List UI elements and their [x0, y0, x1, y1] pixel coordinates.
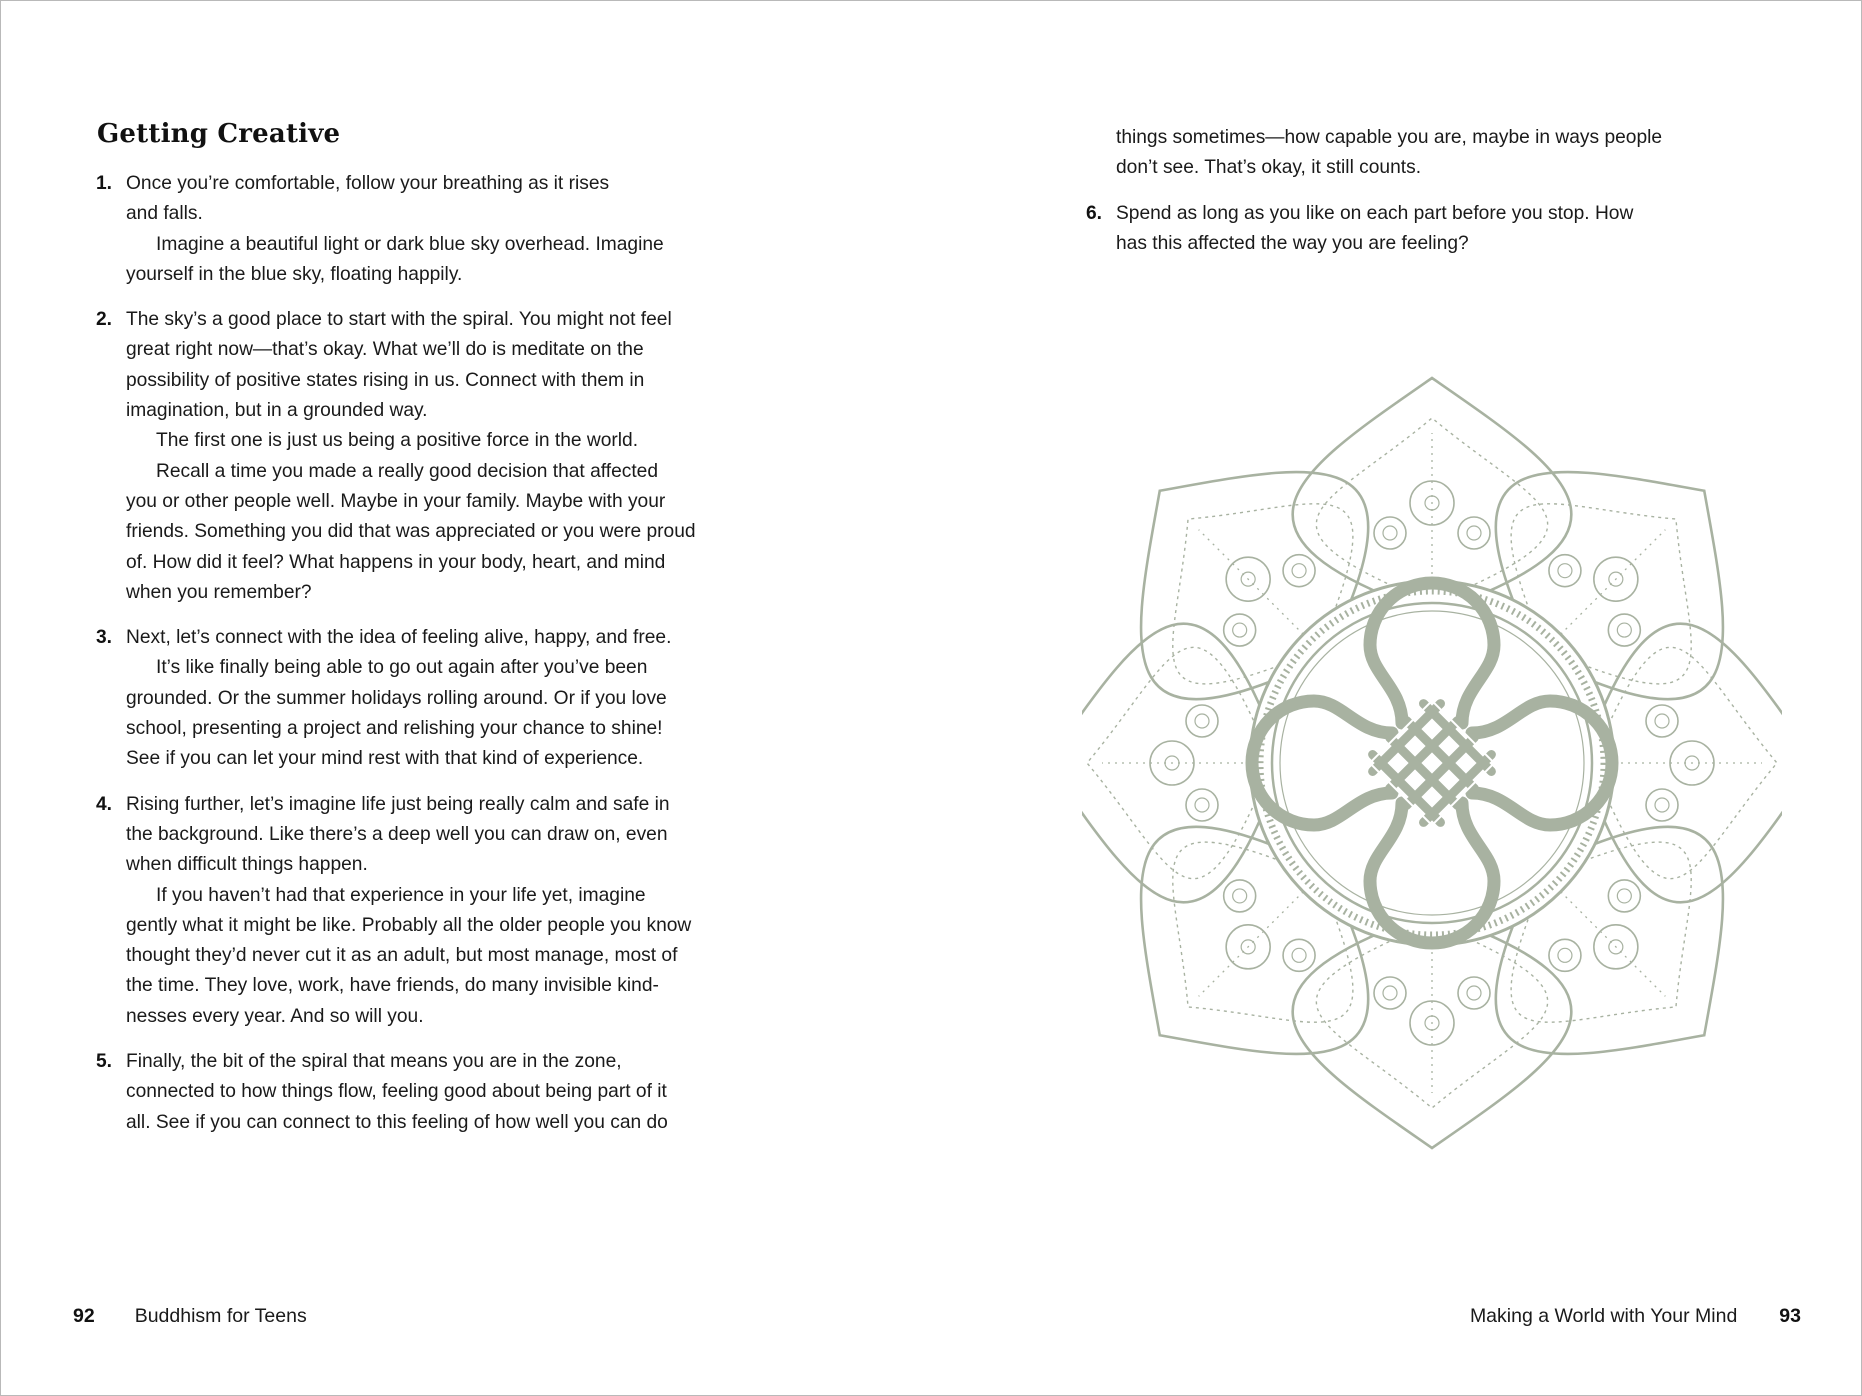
continued-line-2: don’t see. That’s okay, it still counts. — [1116, 157, 1422, 179]
lotus-mandala-endless-knot-icon — [1082, 369, 1782, 1157]
step-number: 5. — [96, 1051, 113, 1073]
step-text-line: the time. They love, work, have friends, do many invisible kind- — [126, 975, 659, 997]
step-text-line: The sky’s a good place to start with the spiral. You might not feel — [126, 309, 672, 331]
step-text-line: school, presenting a project and relishing your chance to shine! — [126, 718, 663, 740]
step-text-line: If you haven’t had that experience in your life yet, imagine — [156, 884, 646, 906]
step-text-line: has this affected the way you are feeling? — [1116, 233, 1469, 255]
step-item — [96, 623, 796, 774]
step-text-line: yourself in the blue sky, floating happily. — [126, 263, 463, 285]
step-text-line: gently what it might be like. Probably all the older people you know — [126, 914, 692, 936]
step-text-line: Finally, the bit of the spiral that means you are in the zone, — [126, 1051, 622, 1073]
step-number: 1. — [96, 173, 113, 194]
step-text-line: connected to how things flow, feeling good about being part of it — [126, 1081, 667, 1103]
step-text-line: when you remember? — [126, 581, 312, 603]
step-text-line: Next, let’s connect with the idea of feeling alive, happy, and free. — [126, 627, 672, 649]
steps-list-continued — [1086, 199, 1786, 275]
step-text-line: The first one is just us being a positive force in the world. — [156, 430, 639, 452]
step-number: 2. — [96, 309, 113, 331]
left-page — [1, 1, 932, 1395]
page-number-right: 93 — [1779, 1305, 1801, 1327]
step-item — [96, 790, 796, 1032]
step-text-line: all. See if you can connect to this feeling of how well you can do — [126, 1111, 668, 1133]
step-text-line: possibility of positive states rising in us. Connect with them in — [126, 369, 645, 391]
step-text-line: you or other people well. Maybe in your family. Maybe with your — [126, 490, 666, 512]
step-text-line: Spend as long as you like on each part before you stop. How — [1116, 203, 1634, 224]
step-item — [96, 1047, 796, 1138]
step-item — [1086, 199, 1786, 260]
step-text-line: friends. Something you did that was appreciated or you were proud — [126, 521, 696, 543]
continued-paragraph — [1116, 123, 1776, 184]
step-text-line: nesses every year. And so will you. — [126, 1005, 424, 1027]
right-footer — [1470, 1305, 1801, 1328]
step-text-line: the background. Like there’s a deep well you can draw on, even — [126, 823, 668, 845]
step-text-line: when difficult things happen. — [126, 854, 368, 876]
step-text-line: of. How did it feel? What happens in your body, heart, and mind — [126, 551, 666, 573]
step-text-line: Recall a time you made a really good decision that affected — [156, 460, 659, 482]
section-title: Getting Creative — [97, 119, 341, 149]
step-text-line: Rising further, let’s imagine life just being really calm and safe in — [126, 793, 670, 815]
steps-list — [96, 169, 796, 1153]
left-footer — [73, 1305, 307, 1328]
step-number: 6. — [1086, 203, 1103, 224]
step-text-line: great right now—that’s okay. What we’ll do is meditate on the — [126, 339, 644, 361]
step-number: 3. — [96, 627, 113, 649]
step-text-line: imagination, but in a grounded way. — [126, 400, 428, 422]
running-head-right: Making a World with Your Mind — [1469, 1305, 1738, 1327]
step-text-line: grounded. Or the summer holidays rolling around. Or if you love — [126, 687, 667, 709]
page-number-left: 92 — [73, 1305, 95, 1327]
step-number: 4. — [96, 793, 113, 815]
step-text-line: and falls. — [126, 203, 203, 225]
running-head-left: Buddhism for Teens — [134, 1305, 307, 1327]
step-text-line: It’s like finally being able to go out again after you’ve been — [156, 657, 648, 679]
step-text-line: Imagine a beautiful light or dark blue sky overhead. Imagine — [156, 233, 664, 255]
step-text-line: thought they’d never cut it as an adult, but most manage, most of — [126, 945, 678, 967]
step-item — [96, 169, 796, 290]
continued-line-1: things sometimes—how capable you are, maybe in ways people — [1116, 127, 1663, 148]
right-page — [932, 1, 1861, 1395]
step-text-line: See if you can let your mind rest with that kind of experience. — [126, 748, 644, 770]
step-item — [96, 305, 796, 608]
step-text-line: Once you’re comfortable, follow your breathing as it rises — [126, 173, 610, 194]
